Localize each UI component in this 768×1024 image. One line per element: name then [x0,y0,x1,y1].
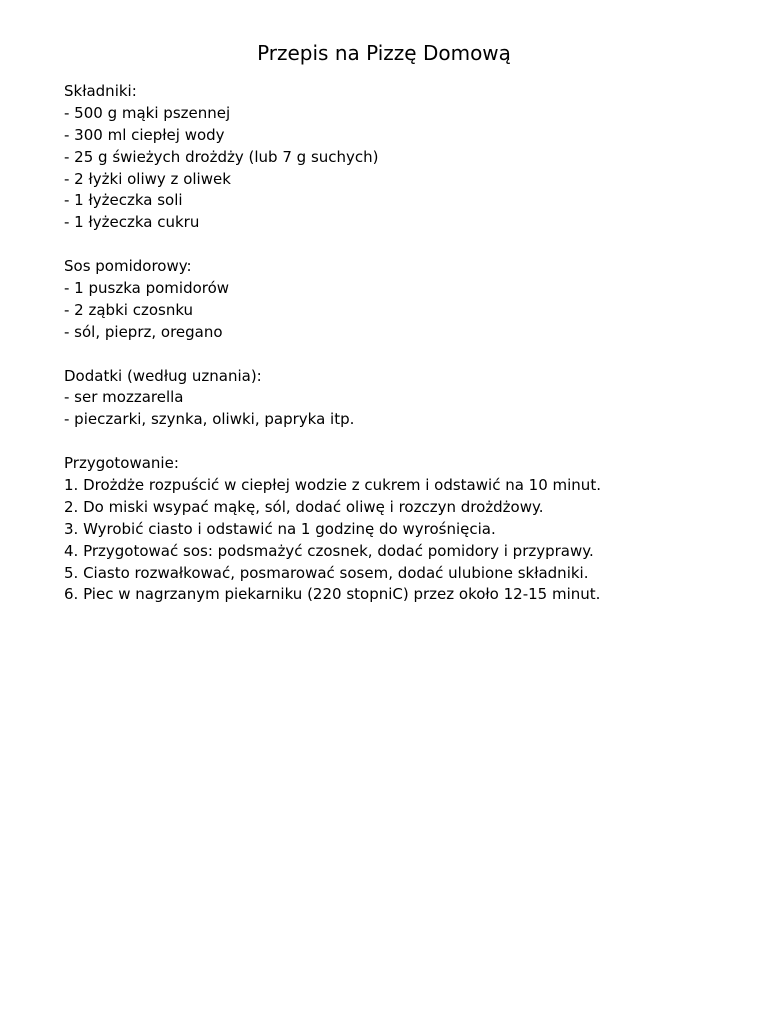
list-item: - ser mozzarella [64,388,184,407]
toppings-section [64,366,744,432]
list-item: - 1 puszka pomidorów [64,279,230,298]
page-title: Przepis na Pizzę Domową [257,41,511,65]
sauce-section [64,256,744,344]
step-item: 3. Wyrobić ciasto i odstawić na 1 godzinę do wyrośnięcia. [64,519,496,538]
ingredients-section [64,81,744,234]
preparation-section [64,453,744,606]
list-item: - sól, pieprz, oregano [64,322,223,341]
step-item: 5. Ciasto rozwałkować, posmarować sosem, dodać ulubione składniki. [64,563,589,582]
list-item: - 1 łyżeczka soli [64,191,183,210]
list-item: - 1 łyżeczka cukru [64,213,200,232]
list-item: - 25 g świeżych drożdży (lub 7 g suchych) [64,147,379,166]
list-item: - pieczarki, szynka, oliwki, papryka itp. [64,410,355,429]
list-item: - 500 g mąki pszennej [64,103,231,122]
step-item: 2. Do miski wsypać mąkę, sól, dodać oliwę i rozczyn drożdżowy. [64,497,544,516]
ingredients-heading: Składniki: [64,82,137,100]
step-item: 6. Piec w nagrzanym piekarniku (220 stopniC) przez około 12-15 minut. [64,585,601,604]
list-item: - 300 ml ciepłej wody [64,125,225,144]
preparation-heading: Przygotowanie: [64,454,179,473]
list-item: - 2 łyżki oliwy z oliwek [64,169,231,188]
sauce-heading: Sos pomidorowy: [64,257,192,276]
step-item: 1. Drożdże rozpuścić w ciepłej wodzie z cukrem i odstawić na 10 minut. [64,476,601,495]
step-item: 4. Przygotować sos: podsmażyć czosnek, dodać pomidory i przyprawy. [64,541,594,560]
list-item: - 2 ząbki czosnku [64,300,194,319]
toppings-heading: Dodatki (według uznania): [64,366,262,385]
document-body [64,81,744,628]
